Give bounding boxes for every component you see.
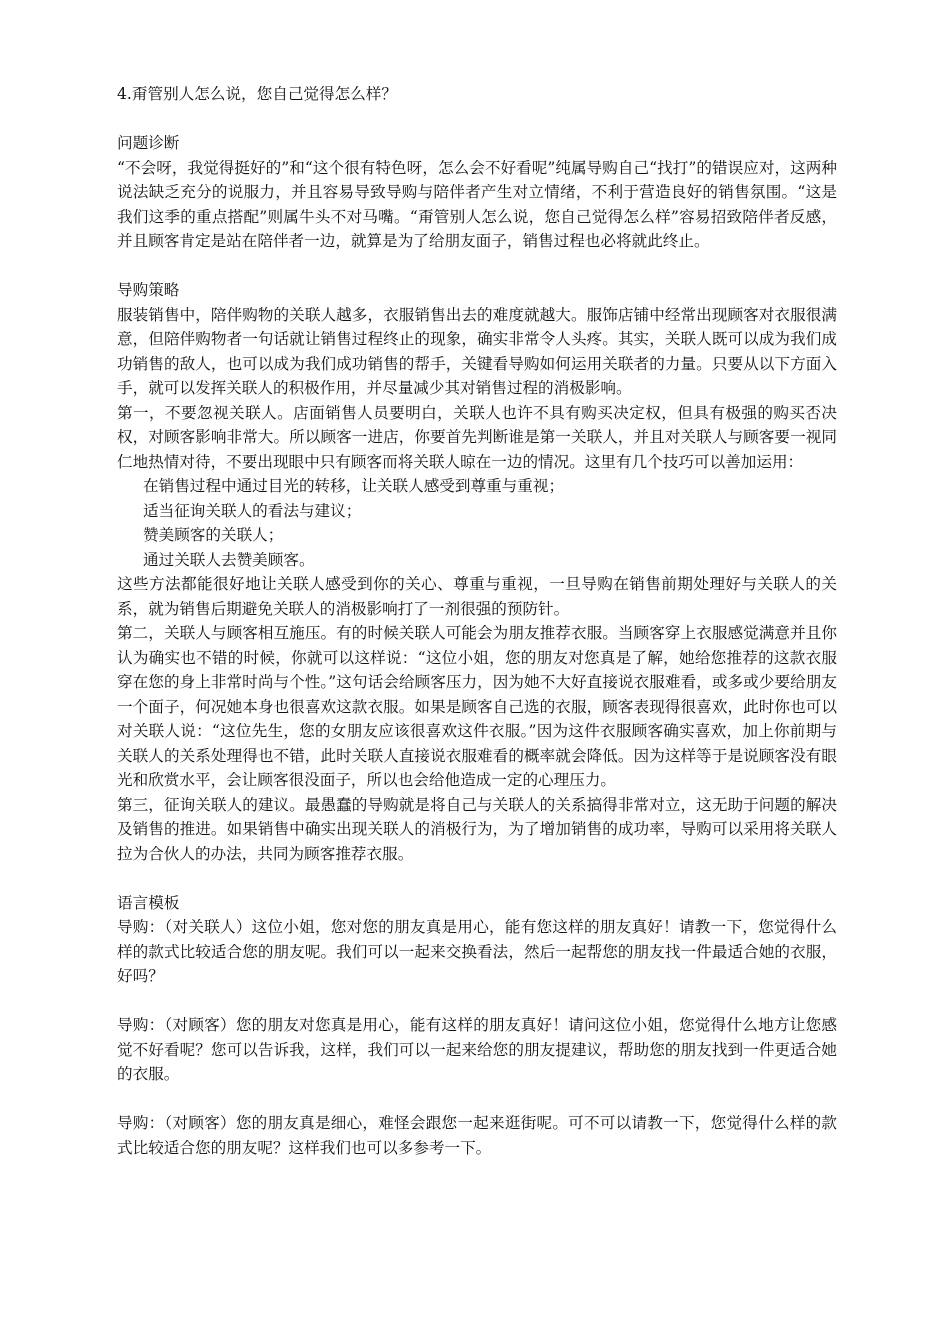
spacer (117, 989, 837, 1014)
strategy-point-2-paragraph: 第二，关联人与顾客相互施压。有的时候关联人可能会为朋友推荐衣服。当顾客穿上衣服感觉满意并且你认为确实也不错的时候，你就可以这样说：“这位小姐，您的朋友对您真是了解，她给您推荐的这款衣服穿在您的身上非常时尚与个性。”这句话会给顾客压力，因为她不大好直接说衣服难看，或多或少要给朋友一个面子，何况她本身也很喜欢这款衣服。如果是顾客自己选的衣服，顾客表现得很喜欢，此时你也可以对关联人说：“这位先生，您的女朋友应该很喜欢这件衣服。”因为这件衣服顾客确实喜欢，加上你前期与关联人的关系处理得也不错，此时关联人直接说衣服难看的概率就会降低。因为这样等于是说顾客没有眼光和欣赏水平，会让顾客很没面子，所以也会给他造成一定的心理压力。 (117, 624, 837, 789)
strategy-intro-paragraph: 服装销售中，陪伴购物的关联人越多，衣服销售出去的难度就越大。服饰店铺中经常出现顾客对衣服很满意，但陪伴购物者一句话就让销售过程终止的现象，确实非常令人头疼。其实，关联人既可以成为我们成功销售的敌人，也可以成为我们成功销售的帮手，关键看导购如何运用关联者的力量。只要从以下方面入手，就可以发挥关联人的积极作用，并尽量减少其对销售过程的消极影响。 (117, 305, 837, 397)
spacer (117, 107, 837, 132)
template-1-paragraph: 导购：（对关联人）这位小姐，您对您的朋友真是用心，能有您这样的朋友真好！请教一下，您觉得什么样的款式比较适合您的朋友呢。我们可以一起来交换看法，然后一起帮您的朋友找一件最适合她的衣服，好吗？ (117, 918, 837, 985)
templates-heading: 语言模板 (117, 893, 180, 912)
tip-item: 通过关联人去赞美顾客。 (143, 550, 315, 569)
question-title: 4.甭管别人怎么说，您自己觉得怎么样？ (117, 85, 397, 103)
template-2-paragraph: 导购：（对顾客）您的朋友对您真是用心，能有这样的朋友真好！请问这位小姐，您觉得什么地方让您感觉不好看呢？您可以告诉我，这样，我们可以一起来给您的朋友提建议，帮助您的朋友找到一件更适合她的衣服。 (117, 1016, 837, 1083)
diagnosis-heading: 问题诊断 (117, 134, 180, 152)
document-page (117, 82, 837, 1160)
tip-item: 适当征询关联人的看法与建议； (143, 501, 362, 520)
tips-summary-paragraph: 这些方法都能很好地让关联人感受到你的关心、尊重与重视，一旦导购在销售前期处理好与关联人的关系，就为销售后期避免关联人的消极影响打了一剂很强的预防针。 (117, 575, 837, 618)
spacer (117, 1087, 837, 1112)
tip-item: 在销售过程中通过目光的转移，让关联人感受到尊重与重视； (143, 477, 565, 495)
strategy-point-1-paragraph: 第一，不要忽视关联人。店面销售人员要明白，关联人也许不具有购买决定权，但具有极强的购买否决权，对顾客影响非常大。所以顾客一进店，你要首先判断谁是第一关联人，并且对关联人与顾客要一视同仁地热情对待，不要出现眼中只有顾客而将关联人晾在一边的情况。这里有几个技巧可以善加运用： (117, 403, 837, 471)
strategy-heading: 导购策略 (117, 281, 180, 299)
strategy-point-3-paragraph: 第三，征询关联人的建议。最愚蠢的导购就是将自己与关联人的关系搞得非常对立，这无助于问题的解决及销售的推进。如果销售中确实出现关联人的消极行为，为了增加销售的成功率，导购可以采用将关联人拉为合伙人的办法，共同为顾客推荐衣服。 (117, 795, 837, 863)
spacer (117, 254, 837, 279)
template-3-paragraph: 导购：（对顾客）您的朋友真是细心，难怪会跟您一起来逛街呢。可不可以请教一下，您觉得什么样的款式比较适合您的朋友呢？这样我们也可以多参考一下。 (117, 1114, 837, 1157)
tip-item: 赞美顾客的关联人； (143, 526, 284, 544)
spacer (117, 866, 837, 891)
diagnosis-paragraph: “不会呀，我觉得挺好的”和“这个很有特色呀，怎么会不好看呢”纯属导购自己“找打”的错误应对，这两种说法缺乏充分的说服力，并且容易导致导购与陪伴者产生对立情绪，不利于营造良好的销售氛围。“这是我们这季的重点搭配”则属牛头不对马嘴。“甭管别人怎么说，您自己觉得怎么样”容易招致陪伴者反感，并且顾客肯定是站在陪伴者一边，就算是为了给朋友面子，销售过程也必将就此终止。 (117, 158, 837, 250)
